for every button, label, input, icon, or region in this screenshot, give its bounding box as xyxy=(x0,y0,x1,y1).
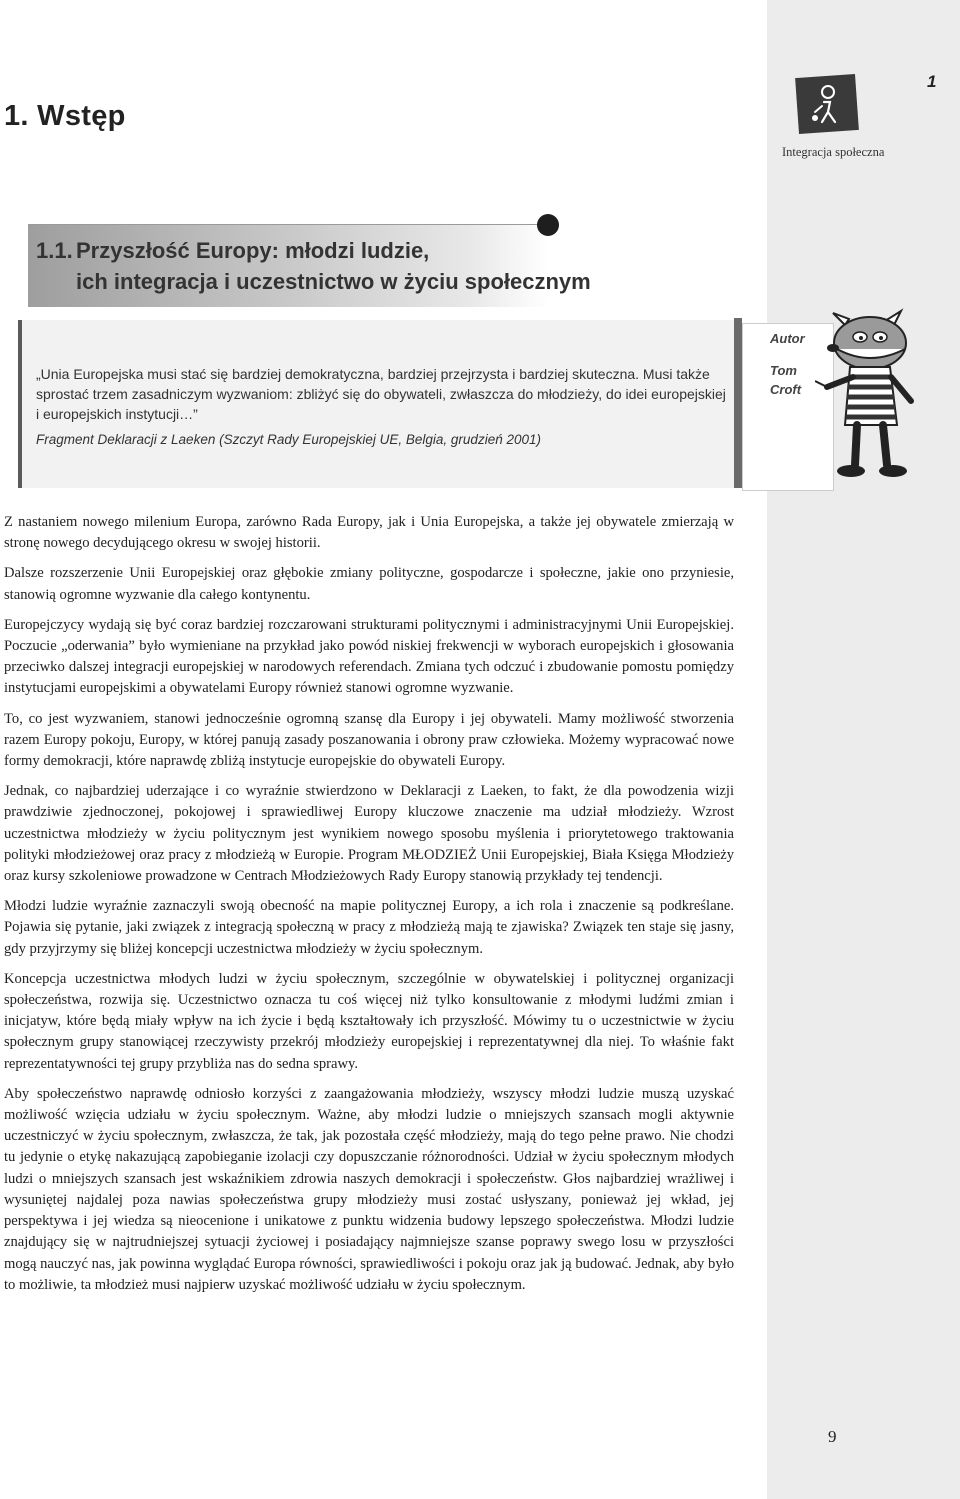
paragraph: Z nastaniem nowego milenium Europa, zarówno Rada Europy, jak i Unia Europejska, a także jej obywatele zmierzają w stronę nowego decydującego okresu w swojej historii. xyxy=(4,514,734,552)
author-label: Autor xyxy=(770,331,805,346)
page-number-top: 1 xyxy=(927,72,937,91)
paragraph: Dalsze rozszerzenie Unii Europejskiej oraz głębokie zmiany polityczne, gospodarcze i społeczne, jakie ono przyniesie, stanowią ogromne wyzwanie dla całego kontynentu. xyxy=(4,565,734,603)
cat-presenter-icon xyxy=(815,305,955,490)
author-first-name: Tom xyxy=(770,363,797,378)
section-title xyxy=(36,235,591,297)
quote-text: „Unia Europejska musi stać się bardziej demokratyczna, bardziej przejrzysta i bardziej skuteczna. Musi także sprostać trzem zasadniczym wyzwaniom: zbliżyć się do obywateli, zwłaszcza do młodzieży, do idei europejskiej i europejskich instytucji…” xyxy=(36,366,726,422)
paragraph: Koncepcja uczestnictwa młodych ludzi w życiu społecznym, szczególnie w obywatelskiej i politycznej organizacji społeczeństwa, rozwija się. Uczestnictwo oznacza tu coś więcej niż tylko konsultowanie z młodymi ludźmi zmian i inicjatyw, które będą miały wpływ na ich życie i będą kształtowały ich przyszłość. Mówimy tu o uczestnictwie w życiu społecznym grupy stanowiącej rzeczywisty przekrój młodzieży europejskiej i reprezentatywnej dla niej. To właśnie fakt reprezentatywności tej grupy przybliża nas do sedna sprawy. xyxy=(4,970,734,1072)
chapter-title: 1. Wstęp xyxy=(4,100,126,132)
integration-logo-icon xyxy=(795,72,859,136)
section-title-line1: Przyszłość Europy: młodzi ludzie, xyxy=(76,238,430,263)
quote-box-shadow xyxy=(734,318,742,488)
paragraph: Jednak, co najbardziej uderzające i co wyraźnie stwierdzono w Deklaracji z Laeken, to fakt, że dla powodzenia wizji prawdziwie zjednoczonej, pokojowej i sprawiedliwej Europy kluczowe znaczenie ma udział młodzieży. Wzrost uczestnictwa młodzieży w życiu politycznym jest wynikiem nowego sposobu myślenia i priorytetowego traktowania polityki młodzieżowej oraz pracy z młodzieżą w Europie. Program MŁODZIEŻ Unii Europejskiej, Biała Księga Młodzieży oraz kursy szkoleniowe prowadzone w Centrach Młodzieżowych Rady Europy stanowią przykłady tej tendencji. xyxy=(4,783,734,885)
page-number-bottom: 9 xyxy=(828,1427,837,1446)
right-sidebar xyxy=(767,0,960,1499)
paragraph: Aby społeczeństwo naprawdę odniosło korzyści z zaangażowania młodzieży, wszyscy młodzi ludzie muszą uzyskać możliwość wzięcia udziału w życiu społecznym. Ważne, aby młodzi ludzie o mniejszych szansach mogli aktywnie uczestniczyć w życiu społecznym, zwłaszcza, że tak, jak pozostała część młodzieży, mają do tego pełne prawo. Nie chodzi tu jedynie o etykę nakazującą zapobieganie izolacji czy dopuszczanie różnorodności. Udział w życiu społecznym młodych ludzi o mniejszych szansach jest wskaźnikiem zdrowia naszych demokracji i społeczeństw. Głos najbardziej wrażliwej i wysuniętej najdalej poza nawias społeczeństwa grupy młodzieży musi zostać usłyszany, ponieważ jej wkład, jej perspektywa i jej wiedza są nieocenione i unikatowe z punktu widzenia budowy lepszego społeczeństwa. Młodzi ludzie znajdujący się w najtrudniejszej sytuacji życiowej i posiadający najmniejsze szanse poprawy swego losu w przyszłości mogą nauczyć nas, jak powinna wyglądać Europa równości, sprawiedliwości i pokoju oraz jak ją budować. Jednak, aby było to możliwie, ta młodzież musi najpierw uzyskać możliwość udziału w życiu społecznym. xyxy=(4,1085,734,1293)
section-bullet-icon xyxy=(537,214,559,236)
paragraph: To, co jest wyzwaniem, stanowi jednocześnie ogromną szansę dla Europy i jej obywateli. Mamy możliwość stworzenia razem Europy pokoju, Europy, w której panują zasady poszanowania i obrony praw człowieka. Możemy wypracować nowe formy demokracji, które naprawdę zbliżą instytucje europejskie do obywateli Europy. xyxy=(4,710,734,770)
paragraph: Młodzi ludzie wyraźnie zaznaczyli swoją obecność na mapie politycznej Europy, a ich rola i znaczenie są podkreślane. Pojawia się pytanie, jaki związek z integracją społeczną w pracy z młodzieżą mają te zjawiska? Związek ten staje się jasny, gdy przyjrzymy się bliżej koncepcji uczestnictwa młodzieży w życiu społecznym. xyxy=(4,898,734,957)
quote-source: Fragment Deklaracji z Laeken (Szczyt Rady Europejskiej UE, Belgia, grudzień 2001) xyxy=(36,432,541,447)
section-label: Integracja społeczna xyxy=(782,145,885,159)
article-body xyxy=(4,512,734,1305)
paragraph: Europejczycy wydają się być coraz bardziej rozczarowani strukturami politycznymi i administracyjnymi Unii Europejskiej. Poczucie „oderwania” było wymieniane na przykład jako powód niskiej frekwencji w wyborach europejskich i głosowania przeciwko dalszej integracji europejskiej w narodowych referendach. Zmiana tych odczuć i zbudowanie pomostu pomiędzy instytucjami europejskimi a obywatelami Europy również stanowi ogromne wyzwanie. xyxy=(4,616,734,697)
author-name xyxy=(770,361,801,399)
author-last-name: Croft xyxy=(770,382,802,397)
section-number: 1.1. xyxy=(36,238,73,263)
section-title-line2: ich integracja i uczestnictwo w życiu społecznym xyxy=(76,269,591,294)
